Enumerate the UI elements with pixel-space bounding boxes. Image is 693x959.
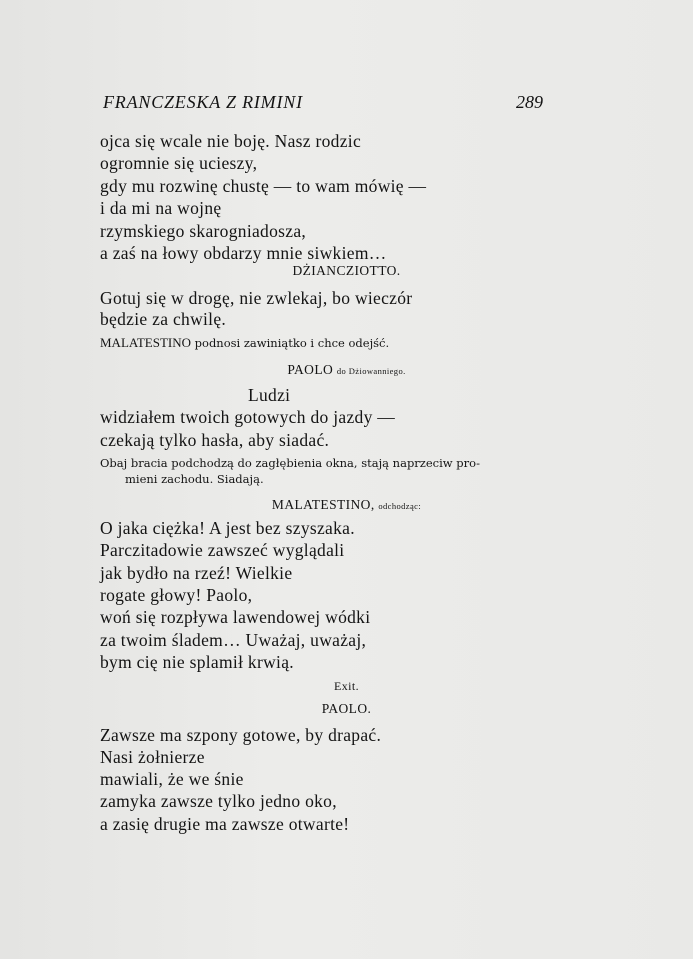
speaker-heading xyxy=(0,362,693,379)
verse-line: ogromnie się ucieszy, xyxy=(100,153,258,173)
speaker-name: MALATESTINO, xyxy=(271,497,375,512)
stage-text: podnosi zawiniątko i chce odejść. xyxy=(191,336,390,350)
verse-line: O jaka ciężka! A jest bez szyszaka. xyxy=(100,518,355,538)
verse-line: i da mi na wojnę xyxy=(100,198,222,218)
verse-line: gdy mu rozwinę chustę — to wam mówię — xyxy=(100,176,427,196)
verse-line: rogate głowy! Paolo, xyxy=(100,585,253,605)
verse-line: zamyka zawsze tylko jedno oko, xyxy=(100,791,337,811)
verse-line: ojca się wcale nie boję. Nasz rodzic xyxy=(100,131,362,151)
verse-line: Parczitadowie zawszeć wyglądali xyxy=(100,540,345,560)
verse-line: bym cię nie splamił krwią. xyxy=(100,652,294,672)
verse-line: a zaś na łowy obdarzy mnie siwkiem… xyxy=(100,243,387,263)
verse-line: za twoim śladem… Uważaj, uważaj, xyxy=(100,630,367,650)
page-number: 289 xyxy=(516,92,543,112)
stage-direction xyxy=(100,335,389,351)
verse-line: mawiali, że we śnie xyxy=(100,769,244,789)
speaker-name: DŻIANCZIOTTO. xyxy=(292,263,401,278)
stage-direction: mieni zachodu. Siadają. xyxy=(125,472,264,486)
running-title: FRANCZESKA Z RIMINI xyxy=(103,92,303,112)
stage-direction: Obaj bracia podchodzą do zagłębienia okna, stają naprzeciw pro- xyxy=(100,456,480,470)
verse-line: a zasię drugie ma zawsze otwarte! xyxy=(100,814,350,834)
verse-line: Zawsze ma szpony gotowe, by drapać. xyxy=(100,725,382,745)
verse-line: rzymskiego skarogniadosza, xyxy=(100,221,307,241)
speaker-name: PAOLO xyxy=(287,362,334,377)
verse-line: będzie za chwilę. xyxy=(100,309,227,329)
stage-exit: Exit. xyxy=(334,679,359,693)
verse-line: widziałem twoich gotowych do jazdy — xyxy=(100,407,396,427)
speaker-note: do Dżiowanniego. xyxy=(336,366,406,376)
verse-line: woń się rozpływa lawendowej wódki xyxy=(100,607,371,627)
speaker-name: PAOLO. xyxy=(321,701,372,716)
verse-line: jak bydło na rzeź! Wielkie xyxy=(100,563,293,583)
verse-line: czekają tylko hasła, aby siadać. xyxy=(100,430,330,450)
stage-character: MALATESTINO xyxy=(100,335,191,350)
verse-line: Nasi żołnierze xyxy=(100,747,205,767)
verse-line: Gotuj się w drogę, nie zwlekaj, bo wieczór xyxy=(100,288,413,308)
speaker-note: odchodząc: xyxy=(378,501,422,511)
verse-line: Ludzi xyxy=(248,385,291,405)
speaker-heading xyxy=(0,497,693,514)
